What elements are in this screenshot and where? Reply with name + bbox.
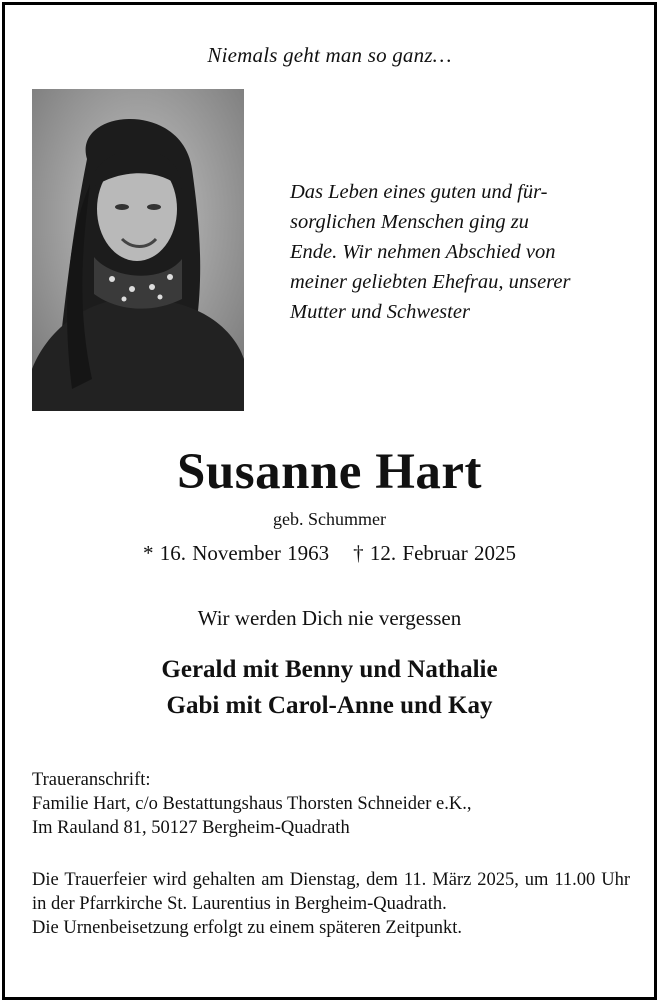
life-dates: [5, 541, 654, 566]
service-info: [32, 868, 630, 940]
address-line: Im Rauland 81, 50127 Bergheim-Quadrath: [32, 818, 350, 838]
intro-line: sorglichen Menschen ging zu: [290, 211, 529, 233]
motto: Niemals geht man so ganz…: [207, 43, 452, 67]
death-date: † 12. Februar 2025: [353, 541, 516, 565]
intro-line: meiner geliebten Ehefrau, unserer: [290, 271, 571, 293]
obituary-notice: [2, 2, 657, 1000]
address-line: Familie Hart, c/o Bestattungshaus Thorsten Schneider e.K.,: [32, 794, 472, 814]
intro-line: Mutter und Schwester: [290, 301, 470, 323]
mourning-address: [32, 768, 632, 840]
urn-burial-text: Die Urnenbeisetzung erfolgt zu einem späteren Zeitpunkt.: [32, 918, 462, 938]
maiden-name: geb. Schummer: [273, 509, 386, 529]
funeral-service-text: Die Trauerfeier wird gehalten am Dienstag, dem 11. März 2025, um 11.00 Uhr in der Pfarrkirche St. Laurentius in Bergheim-Quadrath.: [32, 870, 630, 914]
deceased-name: Susanne Hart: [177, 444, 482, 500]
portrait-photo: [32, 89, 244, 411]
intro-text: [290, 177, 600, 327]
mourner-line: Gabi mit Carol-Anne und Kay: [166, 692, 493, 719]
remembrance-line: Wir werden Dich nie vergessen: [197, 606, 462, 630]
portrait-image: [32, 89, 244, 411]
intro-line: Das Leben eines guten und für-: [290, 181, 548, 203]
address-heading: Traueranschrift:: [32, 770, 151, 790]
intro-line: Ende. Wir nehmen Abschied von: [290, 241, 556, 263]
mourners: [5, 652, 654, 724]
birth-date: * 16. November 1963: [143, 541, 330, 565]
mourner-line: Gerald mit Benny und Nathalie: [161, 656, 498, 683]
